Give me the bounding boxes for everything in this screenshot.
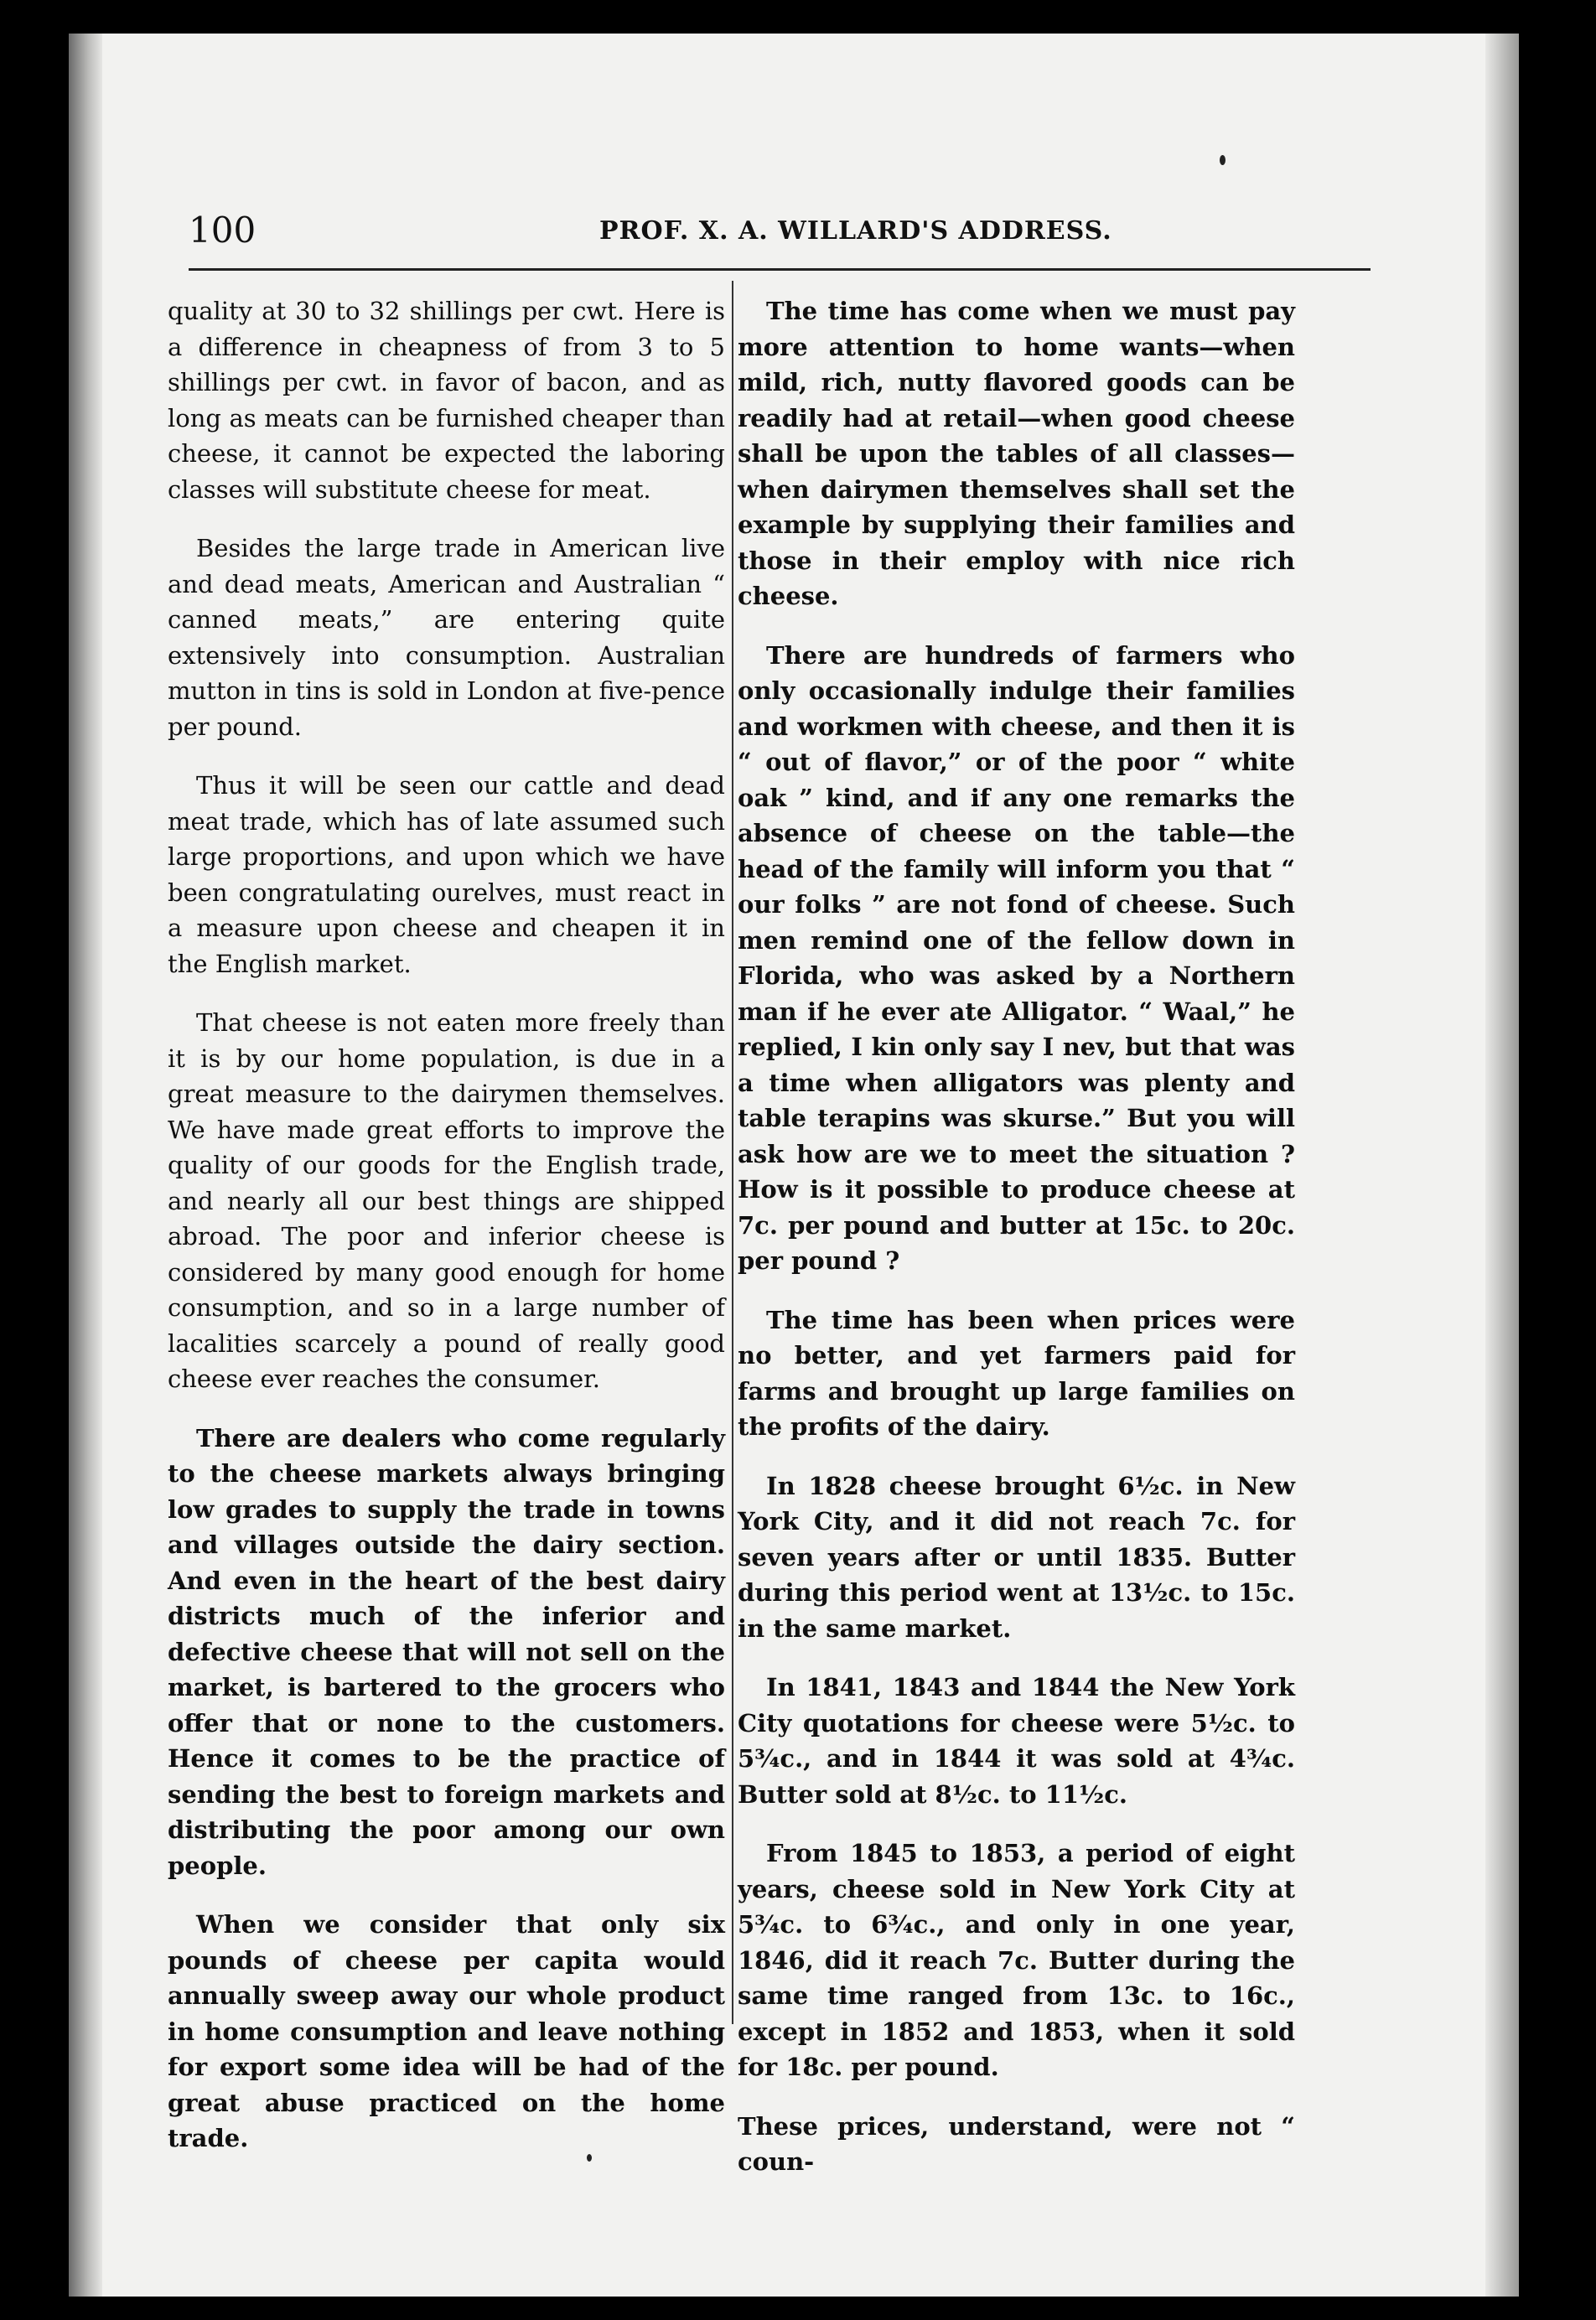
print-speck: [587, 2154, 592, 2162]
paragraph: The time has been when prices were no better, and yet farmers paid for farms and brought up large families on the profits of the dairy.: [738, 1305, 1295, 1441]
paragraph: In 1828 cheese brought 6½c. in New York City, and it did not reach 7c. for seven years after or until 1835. Butter during this period went at 13½c. to 15c. in the same market.: [738, 1471, 1295, 1643]
paragraph: The time has come when we must pay more attention to home wants—when mild, rich, nutty flavored goods can be readily had at retail—when good cheese shall be upon the tables of all classes—when dairymen themselves shall set the example by supplying their families and those in their employ with nice rich cheese.: [738, 297, 1295, 610]
column-divider: [732, 281, 733, 2024]
print-speck: [1220, 155, 1226, 165]
paragraph: From 1845 to 1853, a period of eight years, cheese sold in New York City at 5¾c. to 6¾c., and only in one year, 1846, did it reach 7c. Butter during the same time ranged from 13c. to 16c., except in 1852 and 1853, when it sold for 18c. per pound.: [738, 1839, 1295, 2081]
paragraph: There are hundreds of farmers who only occasionally indulge their families and workmen with cheese, and then it is “ out of flavor,” or of the poor “ white oak ” kind, and if any one remarks the absence of cheese on the table—the head of the family will inform you that “ our folks ” are not fond of cheese. Such men remind one of the fellow down in Florida, who was asked by a Northern man if he ever ate Alligator. “ Waal,” he replied, I kin only say I nev, but that was a time when alligators was plenty and table terapins was skurse.” But you will ask how are we to meet the situation ? How is it possible to produce cheese at 7c. per pound and butter at 15c. to 20c. per pound ?: [738, 640, 1295, 1275]
book-spine-shadow: [69, 34, 102, 2297]
running-title: PROF. X. A. WILLARD'S ADDRESS.: [599, 216, 1112, 246]
page-number: 100: [189, 210, 256, 251]
page-edge-shadow: [1485, 34, 1519, 2297]
page-header: [189, 184, 1371, 260]
paragraph: In 1841, 1843 and 1844 the New York City quotations for cheese were 5½c. to 5¾c., and in 1844 it was sold at 4¾c. Butter sold at 8½c. to 11½c.: [738, 1673, 1295, 1809]
left-column: [168, 293, 725, 2180]
paragraph: Thus it will be seen our cattle and dead meat trade, which has of late assumed such large proportions, and upon which we have been congratulating ourelves, must react in a measure upon cheese and cheapen it in the English market.: [168, 771, 725, 978]
paragraph: Besides the large trade in American live and dead meats, American and Australian “ canned meats,” are entering quite extensively into consumption. Australian mutton in tins is sold in London at five-pence per pound.: [168, 534, 725, 741]
paragraph: These prices, understand, were not “ coun-: [738, 2111, 1295, 2176]
paragraph: There are dealers who come regularly to the cheese markets always bringing low grades to supply the trade in towns and villages outside the dairy section. And even in the heart of the best dairy districts much of the inferior and defective cheese that will not sell on the market, is bartered to the grocers who offer that or none to the customers. Hence it comes to be the practice of sending the best to foreign markets and distributing the poor among our own people.: [168, 1423, 725, 1880]
right-column: [738, 293, 1295, 2203]
paragraph: When we consider that only six pounds of cheese per capita would annually sweep away our whole product in home consumption and leave nothing for export some idea will be had of the great abuse practiced on the home trade.: [168, 1910, 725, 2152]
paragraph: quality at 30 to 32 shillings per cwt. Here is a difference in cheapness of from 3 to 5 shillings per cwt. in favor of bacon, and as long as meats can be furnished cheaper than cheese, it cannot be expected the laboring classes will substitute cheese for meat.: [168, 297, 725, 504]
header-rule: [189, 268, 1371, 271]
paragraph: That cheese is not eaten more freely than it is by our home population, is due in a great measure to the dairymen themselves. We have made great efforts to improve the quality of our goods for the English trade, and nearly all our best things are shipped abroad. The poor and inferior cheese is considered by many good enough for home consumption, and so in a large number of lacalities scarcely a pound of really good cheese ever reaches the consumer.: [168, 1008, 725, 1393]
